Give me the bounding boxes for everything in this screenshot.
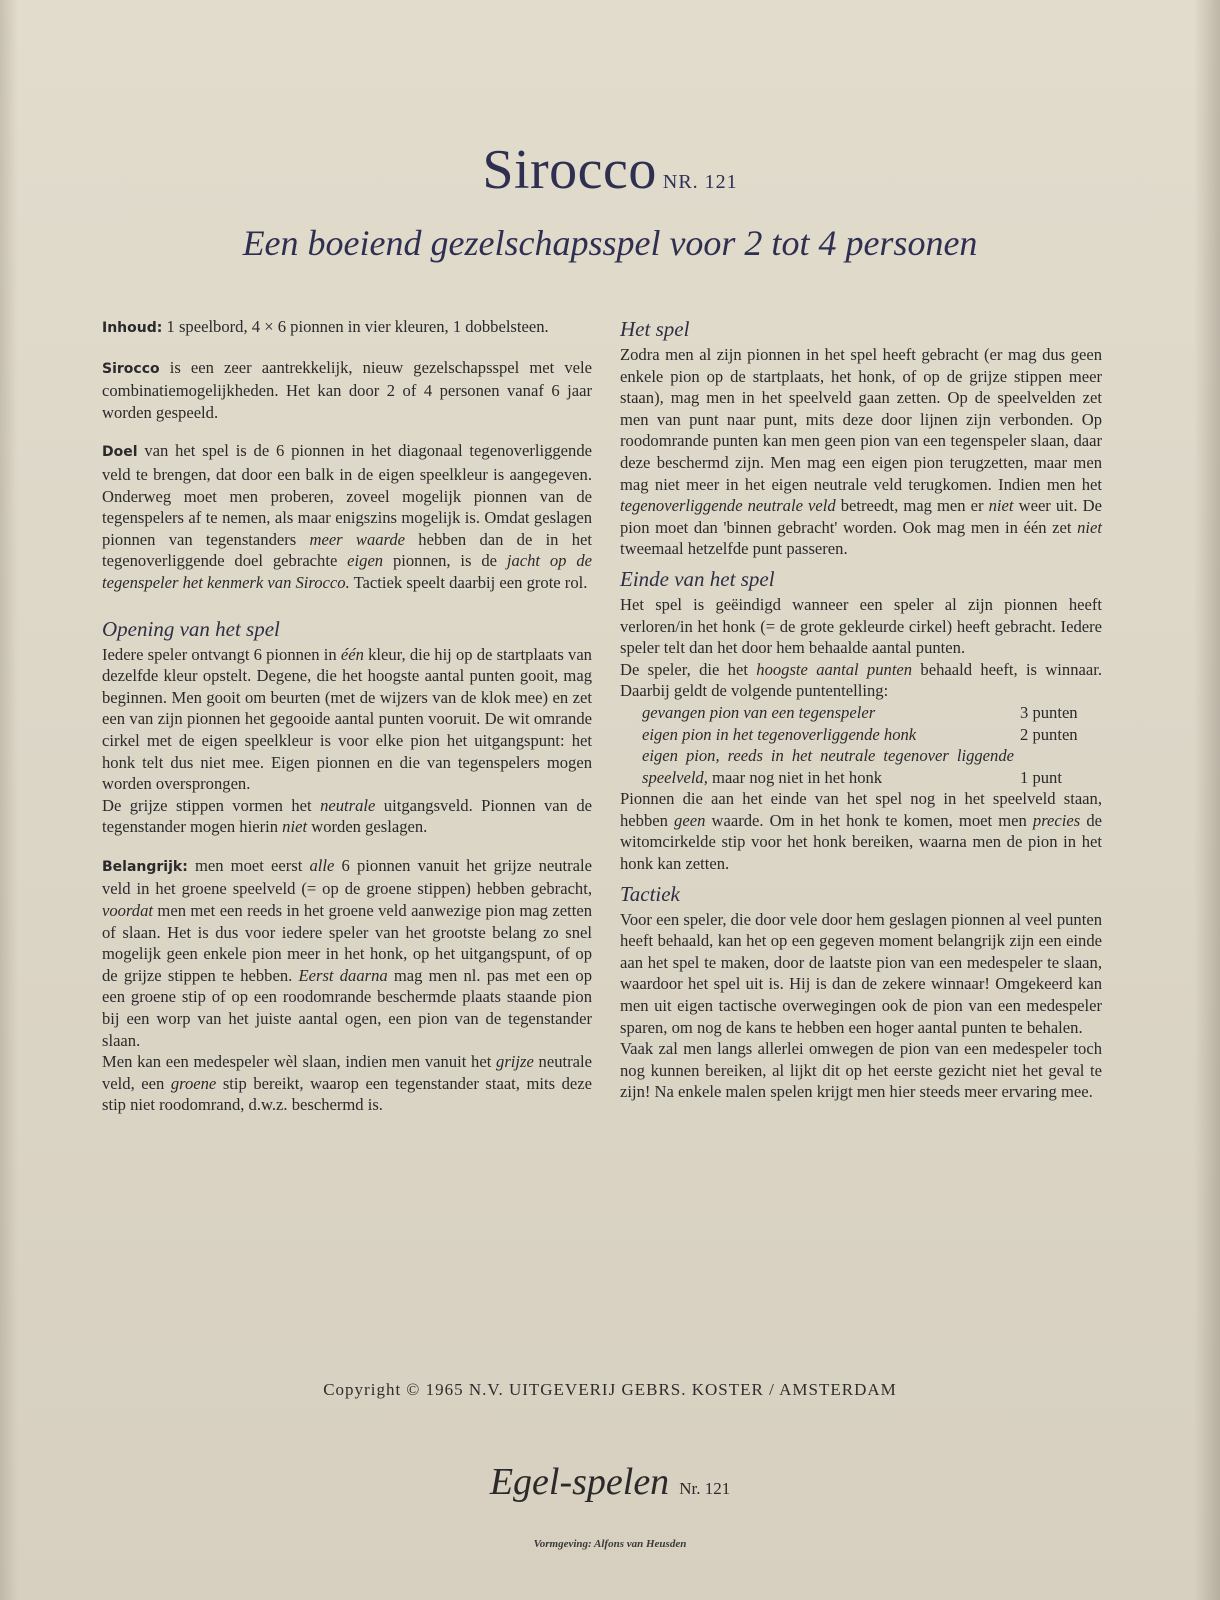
einde-text-2: behaald heeft, is winnaar. Daarbij geldt de volgende puntentelling: bbox=[620, 659, 1103, 701]
brand-name: Egel-spelen bbox=[489, 1461, 670, 1503]
brand-number: Nr. 121 bbox=[679, 1479, 731, 1498]
score-label-text: eigen pion in het tegenoverliggende honk bbox=[642, 724, 917, 744]
einde-paragraph-3 bbox=[620, 788, 1102, 874]
het-spel-text-1: Zodra men al zijn pionnen in het spel heeft gebracht (er mag dus geen enkele pion op de startplaats, het honk, of op de grijze stippen meer staan), mag men in het speelveld gaan zetten. Op de speelvelden zet men van punt naar punt, mits deze door lijnen zijn verbonden. Op roodomrande punten kan men geen pion van een tegenspeler slaan, daar deze beschermd zijn. Men mag een eigen pion terugzetten, maar men mag niet meer in het eigen neutrale veld terugkomen. Indien men het bbox=[620, 345, 1102, 494]
belangrijk-text-3: men met een reeds in het groene veld aanwezige pion mag zetten of slaan. Het is dus voor iedere speler van het grootste belang zo snel mogelijk geen enkele pion meer in het honk, op het uitgangspunt, of op de grijze stippen te hebben. bbox=[102, 901, 592, 985]
het-spel-heading: Het spel bbox=[620, 317, 690, 341]
score-label bbox=[642, 745, 1014, 788]
inhoud-text: 1 speelbord, 4 × 6 pionnen in vier kleuren, 1 dobbelsteen. bbox=[162, 317, 549, 336]
doel-text-3: pionnen, is de bbox=[383, 551, 507, 571]
het-spel-text-2: betreedt, mag men er bbox=[835, 496, 989, 516]
doel-text-1: van het spel is de 6 pionnen in het diagonaal tegenoverliggende veld te brengen, dat door een balk in de eigen speelkleur is aangegeven. Onderweg moet men proberen, zoveel mogelijk pionnen van de tegenspelers af te nemen, als maar enigszins mogelijk is. Omdat geslagen pionnen van tegenstanders bbox=[102, 441, 592, 549]
het-spel-emphasis-3: niet bbox=[1077, 517, 1102, 537]
tactiek-heading: Tactiek bbox=[620, 881, 680, 906]
intro-text: is een zeer aantrekkelijk, nieuw gezelschapsspel met vele combinatiemogelijkheden. Het kan door 2 of 4 personen vanaf 6 jaar worden gespeeld. bbox=[102, 357, 592, 422]
belangrijk-emphasis-2: voordat bbox=[102, 901, 154, 921]
doel-text-2: hebben dan de in het tegenoverliggende doel gebrachte bbox=[102, 529, 592, 571]
copyright-line: Copyright © 1965 N.V. UITGEVERIJ GEBRS. KOSTER / AMSTERDAM bbox=[323, 1380, 897, 1399]
intro-lead: Sirocco bbox=[102, 360, 160, 377]
belangrijk-paragraph bbox=[102, 855, 592, 1051]
slaan-paragraph bbox=[102, 1051, 592, 1116]
score-label-text: eigen pion, reeds in het neutrale tegenover liggende speelveld, bbox=[642, 746, 1014, 787]
belangrijk-text-4: mag men nl. pas met een op een groene stip of op een roodomrande beschermde plaats staande pion bij een worp van het juiste aantal ogen, een pion van de tegenstander slaan. bbox=[102, 965, 592, 1050]
brand-line bbox=[0, 1460, 1220, 1504]
inhoud-lead: Inhoud: bbox=[102, 320, 163, 336]
einde-text-3: Pionnen die aan het einde van het spel nog in het speelveld staan, hebben bbox=[620, 789, 1102, 830]
belangrijk-text-2: 6 pionnen vanuit het grijze neutrale veld in het groene speelveld (= op de groene stippen) hebben gebracht, bbox=[102, 855, 593, 899]
opening-emphasis-2: neutrale bbox=[320, 795, 376, 815]
opening-text-1: Iedere speler ontvangt 6 pionnen in bbox=[102, 644, 341, 664]
right-column bbox=[620, 316, 1102, 1120]
left-column bbox=[102, 316, 592, 1133]
intro-paragraph bbox=[102, 357, 592, 424]
belangrijk-emphasis-1: alle bbox=[309, 855, 335, 875]
score-row bbox=[642, 724, 1102, 746]
score-points: 1 punt bbox=[1020, 767, 1062, 787]
slaan-text-3: stip bereikt, waarop een tegenstander staat, mits deze stip niet roodomrand, d.w.z. beschermd is. bbox=[102, 1073, 592, 1115]
einde-text-5: de witomcirkelde stip voor het honk bereiken, waarna men de pion in het honk kan zetten. bbox=[620, 810, 1102, 874]
score-label bbox=[642, 702, 1014, 724]
slaan-text-2: neutrale veld, een bbox=[102, 1052, 592, 1093]
doel-emphasis-1: meer waarde bbox=[309, 529, 406, 549]
belangrijk-text-1: men moet eerst bbox=[187, 855, 310, 875]
tactiek-paragraph-1: Voor een speler, die door vele door hem geslagen pionnen al veel punten heeft behaald, kan het op een gegeven moment belangrijk zijn een einde aan het spel te maken, door de laatste pion van een medespeler te slaan, waardoor het spel uit is. Hij is dan de zekere winnaar! Omgekeerd kan men uit eigen tactische overwegingen ook de pion van een medespeler sparen, om nog de kans te hebben een hoger aantal punten te behalen. bbox=[620, 909, 1102, 1037]
einde-paragraph-1: Het spel is geëindigd wanneer een speler al zijn pionnen heeft verloren/in het honk (= de grote gekleurde cirkel) heeft gebracht. Iedere speler telt dan het door hem behaalde aantal punten. bbox=[620, 594, 1102, 658]
opening-text-3: De grijze stippen vormen het bbox=[102, 795, 321, 815]
score-table bbox=[642, 702, 1102, 788]
score-points: 3 punten bbox=[1020, 702, 1078, 722]
einde-paragraph-2 bbox=[620, 659, 1102, 702]
het-spel-emphasis-2: niet bbox=[988, 496, 1014, 516]
einde-text-1: De speler, die het bbox=[620, 659, 757, 679]
einde-heading: Einde van het spel bbox=[620, 566, 775, 591]
het-spel-paragraph bbox=[620, 344, 1102, 560]
slaan-emphasis-1: grijze bbox=[496, 1052, 534, 1072]
opening-text-2: kleur, die hij op de startplaats van dezelfde kleur opstelt. Degene, die het hoogste aantal punten gooit, mag beginnen. Men gooit om beurten (met de wijzers van de klok mee) en zet een van zijn pionnen het gegooide aantal punten vooruit. De wit omrande cirkel met de eigen speelkleur is voor elke pion het uitgangspunt: het honk telt dus niet mee. Eigen pionnen en die van tegenspelers mogen worden oversprongen. bbox=[102, 644, 592, 794]
opening-emphasis-3: niet bbox=[282, 817, 308, 837]
page-subtitle: Een boeiend gezelschapsspel voor 2 tot 4 personen bbox=[242, 223, 978, 263]
doel-text-4: Tactiek speelt daarbij een grote rol. bbox=[349, 572, 588, 592]
score-points: 2 punten bbox=[1020, 724, 1078, 744]
het-spel-text-4: tweemaal hetzelfde punt passeren. bbox=[620, 539, 848, 559]
belangrijk-emphasis-3: Eerst daarna bbox=[298, 965, 388, 985]
opening-text-5: worden geslagen. bbox=[307, 817, 428, 837]
einde-emphasis-3: precies bbox=[1032, 810, 1081, 830]
einde-emphasis-1: hoogste aantal punten bbox=[756, 659, 913, 679]
opening-paragraph-2 bbox=[102, 795, 592, 838]
opening-paragraph-1 bbox=[102, 644, 592, 795]
doel-lead: Doel bbox=[102, 444, 138, 461]
einde-emphasis-2: geen bbox=[674, 810, 706, 830]
opening-heading: Opening van het spel bbox=[102, 616, 280, 641]
doel-emphasis-3: jacht op de tegenspeler het kenmerk van Sirocco. bbox=[102, 551, 592, 592]
game-title: Sirocco bbox=[482, 139, 657, 201]
design-credit: Vormgeving: Alfons van Heusden bbox=[533, 1538, 687, 1550]
score-row bbox=[642, 745, 1102, 788]
inhoud-paragraph bbox=[102, 316, 592, 340]
slaan-text-1: Men kan een medespeler wèl slaan, indien men vanuit het bbox=[102, 1052, 497, 1072]
score-label-text: gevangen pion van een tegenspeler bbox=[642, 702, 876, 722]
slaan-emphasis-2: groene bbox=[170, 1073, 217, 1093]
doel-paragraph bbox=[102, 440, 592, 593]
doel-emphasis-2: eigen bbox=[347, 551, 384, 571]
einde-text-4: waarde. Om in het honk te komen, moet men bbox=[705, 810, 1033, 830]
page-title bbox=[0, 138, 1220, 202]
score-row bbox=[642, 702, 1102, 724]
game-number: NR. 121 bbox=[662, 171, 738, 193]
het-spel-text-3: weer uit. De pion moet dan 'binnen gebracht' worden. Ook mag men in één zet bbox=[620, 496, 1102, 537]
opening-text-4: uitgangsveld. Pionnen van de tegenstander mogen hierin bbox=[102, 795, 592, 837]
het-spel-emphasis-1: tegenoverliggende neutrale veld bbox=[620, 496, 836, 516]
score-label-rest: maar nog niet in het honk bbox=[707, 767, 883, 787]
belangrijk-lead: Belangrijk: bbox=[102, 858, 188, 875]
opening-emphasis-1: één bbox=[340, 644, 364, 664]
tactiek-paragraph-2: Vaak zal men langs allerlei omwegen de pion van een medespeler toch nog kunnen bereiken, al lijkt dit op het eerste gezicht niet het geval te zijn! Na enkele malen spelen krijgt men hier steeds meer ervaring mee. bbox=[620, 1039, 1102, 1102]
score-label bbox=[642, 724, 1014, 746]
